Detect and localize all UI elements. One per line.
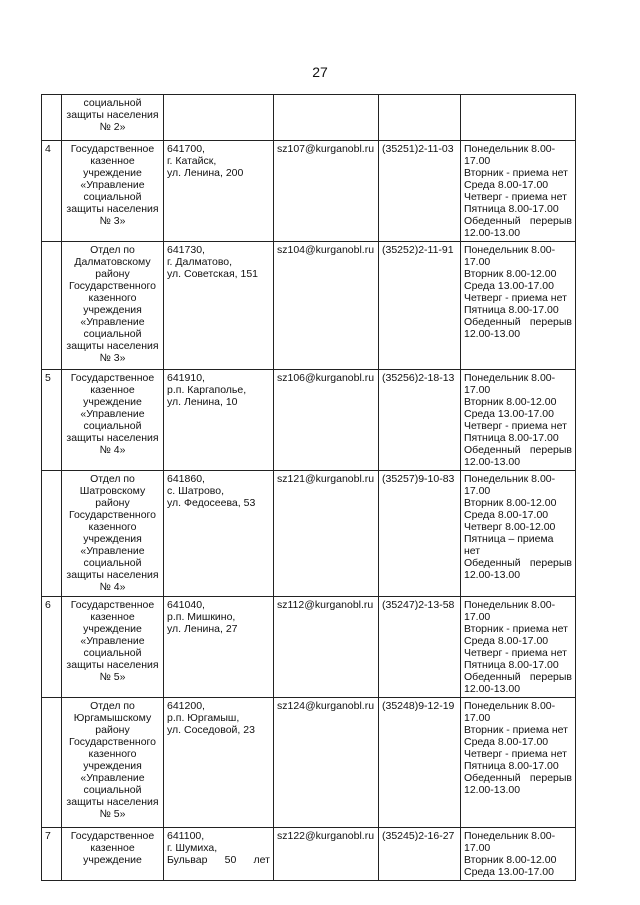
row-number: 6 [42, 597, 62, 698]
reception-schedule [461, 95, 576, 141]
address-lines: 641100, г. Шумиха, [167, 830, 218, 854]
institution-email: sz107@kurganobl.ru [274, 141, 379, 242]
lunch-break-label [464, 316, 572, 328]
institution-email: sz106@kurganobl.ru [274, 370, 379, 471]
reception-schedule [461, 471, 576, 597]
lunch-word: Обеденный [464, 671, 521, 683]
institution-phone: (35252)2-11-91 [379, 242, 461, 370]
institution-email: sz121@kurganobl.ru [274, 471, 379, 597]
schedule-days: Понедельник 8.00-17.00 Вторник - приема нет Среда 8.00-17.00 Четверг - приема нет Пятница 8.00-17.00 [464, 700, 568, 772]
institution-address: 641040, р.п. Мишкино, ул. Ленина, 27 [164, 597, 274, 698]
table-row [42, 597, 576, 698]
reception-schedule [461, 597, 576, 698]
lunch-word: Обеденный [464, 444, 521, 456]
lunch-break-time: 12.00-13.00 [464, 784, 521, 796]
lunch-break-label [464, 772, 572, 784]
table-row [42, 141, 576, 242]
institution-address [164, 828, 274, 881]
page-number: 27 [312, 64, 328, 80]
row-number [42, 698, 62, 828]
institution-email: sz124@kurganobl.ru [274, 698, 379, 828]
institutions-table [41, 94, 576, 881]
table-row [42, 370, 576, 471]
lunch-break-time: 12.00-13.00 [464, 569, 521, 581]
table-row [42, 471, 576, 597]
row-number [42, 471, 62, 597]
institution-email: sz122@kurganobl.ru [274, 828, 379, 881]
break-word: перерыв [529, 557, 572, 569]
reception-schedule [461, 141, 576, 242]
institution-name: социальной защиты населения № 2» [62, 95, 164, 141]
row-number: 5 [42, 370, 62, 471]
institution-phone: (35245)2-16-27 [379, 828, 461, 881]
institution-phone: (35251)2-11-03 [379, 141, 461, 242]
lunch-word: Обеденный [464, 772, 521, 784]
lunch-break-label [464, 671, 572, 683]
row-number: 4 [42, 141, 62, 242]
break-word: перерыв [529, 772, 572, 784]
schedule-days: Понедельник 8.00-17.00 Вторник 8.00-12.00 Среда 8.00-17.00 Четверг 8.00-12.00 Пятница – приема нет [464, 473, 557, 557]
schedule-days: Понедельник 8.00-17.00 Вторник 8.00-12.00 Среда 13.00-17.00 Четверг - приема нет Пятница 8.00-17.00 [464, 244, 567, 316]
reception-schedule [461, 370, 576, 471]
institution-phone [379, 95, 461, 141]
row-number [42, 95, 62, 141]
schedule-days: Понедельник 8.00-17.00 Вторник 8.00-12.00 Среда 13.00-17.00 Четверг - приема нет Пятница 8.00-17.00 [464, 372, 567, 444]
lunch-break-time: 12.00-13.00 [464, 683, 521, 695]
break-word: перерыв [529, 215, 572, 227]
lunch-break-label [464, 557, 572, 569]
institution-email: sz104@kurganobl.ru [274, 242, 379, 370]
institution-email: sz112@kurganobl.ru [274, 597, 379, 698]
address-last-line [167, 854, 270, 866]
lunch-break-label [464, 215, 572, 227]
institution-address: 641860, с. Шатрово, ул. Федосеева, 53 [164, 471, 274, 597]
row-number [42, 242, 62, 370]
institution-name: Отдел по Юргамышскому району Государственного казенного учреждения «Управление социальной защиты населения № 5» [62, 698, 164, 828]
lunch-break-time: 12.00-13.00 [464, 456, 521, 468]
institution-address: 641200, р.п. Юргамыш, ул. Соседовой, 23 [164, 698, 274, 828]
institution-email [274, 95, 379, 141]
table-row [42, 95, 576, 141]
institution-name: Отдел по Далматовскому району Государственного казенного учреждения «Управление социальной защиты населения № 3» [62, 242, 164, 370]
address-word: лет [253, 854, 270, 866]
table-row [42, 828, 576, 881]
lunch-word: Обеденный [464, 215, 521, 227]
reception-schedule [461, 828, 576, 881]
lunch-word: Обеденный [464, 316, 521, 328]
institution-address: 641700, г. Катайск, ул. Ленина, 200 [164, 141, 274, 242]
institution-phone: (35257)9-10-83 [379, 471, 461, 597]
schedule-days: Понедельник 8.00-17.00 Вторник - приема нет Среда 8.00-17.00 Четверг - приема нет Пятница 8.00-17.00 [464, 143, 568, 215]
institution-phone: (35247)2-13-58 [379, 597, 461, 698]
institution-address: 641910, р.п. Каргаполье, ул. Ленина, 10 [164, 370, 274, 471]
break-word: перерыв [529, 444, 572, 456]
institution-name: Государственное казенное учреждение [62, 828, 164, 881]
row-number: 7 [42, 828, 62, 881]
break-word: перерыв [529, 671, 572, 683]
table-row [42, 242, 576, 370]
table-row [42, 698, 576, 828]
institution-name: Государственное казенное учреждение «Управление социальной защиты населения № 3» [62, 141, 164, 242]
institution-address: 641730, г. Далматово, ул. Советская, 151 [164, 242, 274, 370]
institution-name: Отдел по Шатровскому району Государственного казенного учреждения «Управление социальной защиты населения № 4» [62, 471, 164, 597]
reception-schedule [461, 698, 576, 828]
break-word: перерыв [529, 316, 572, 328]
lunch-break-label [464, 444, 572, 456]
institution-address [164, 95, 274, 141]
institution-phone: (35256)2-18-13 [379, 370, 461, 471]
reception-schedule [461, 242, 576, 370]
lunch-word: Обеденный [464, 557, 521, 569]
lunch-break-time: 12.00-13.00 [464, 328, 521, 340]
lunch-break-time: 12.00-13.00 [464, 227, 521, 239]
address-word: 50 [224, 854, 237, 866]
schedule-days: Понедельник 8.00-17.00 Вторник 8.00-12.00 Среда 13.00-17.00 [464, 830, 557, 878]
institution-name: Государственное казенное учреждение «Управление социальной защиты населения № 5» [62, 597, 164, 698]
institution-phone: (35248)9-12-19 [379, 698, 461, 828]
address-word: Бульвар [167, 854, 208, 866]
institution-name: Государственное казенное учреждение «Управление социальной защиты населения № 4» [62, 370, 164, 471]
schedule-days: Понедельник 8.00-17.00 Вторник - приема нет Среда 8.00-17.00 Четверг - приема нет Пятница 8.00-17.00 [464, 599, 568, 671]
